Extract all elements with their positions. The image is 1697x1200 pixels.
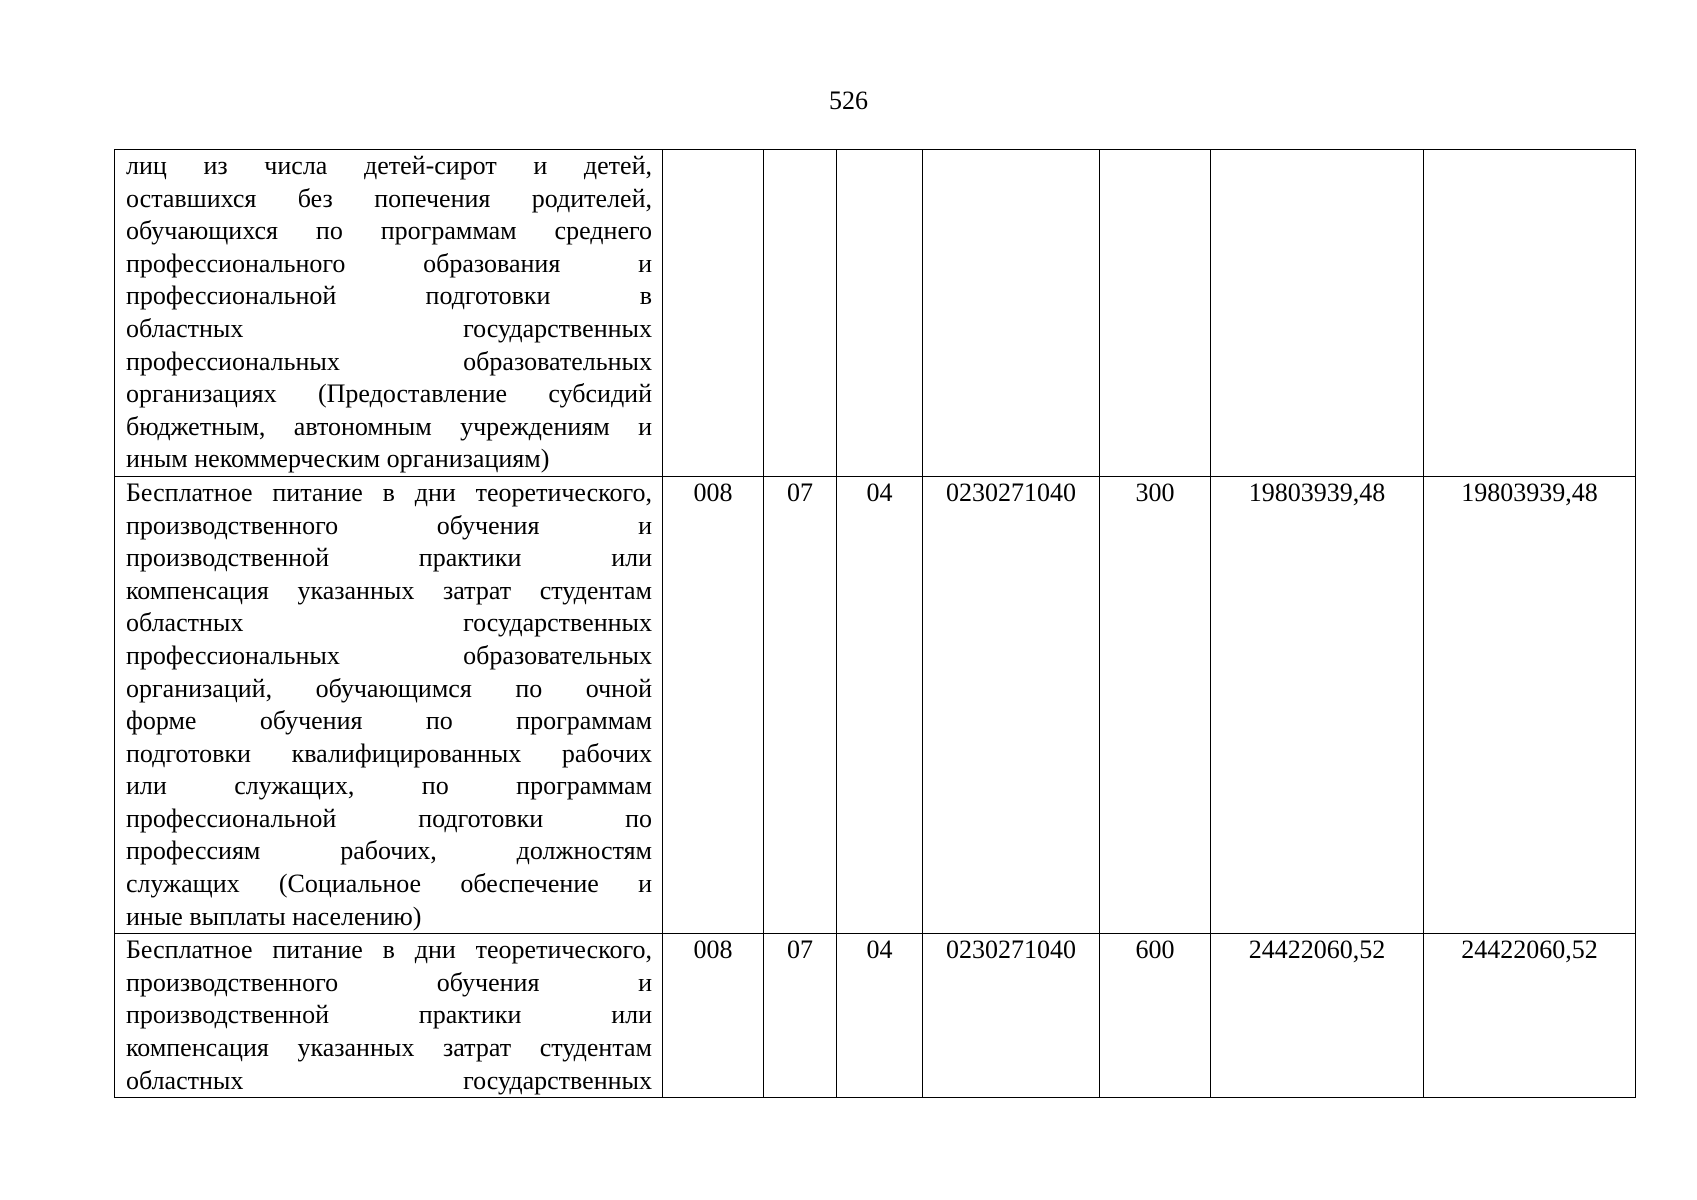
description-line: компенсация указанных затрат студентам xyxy=(126,1033,652,1063)
amount-cell xyxy=(1424,150,1636,477)
description-line: областных государственных xyxy=(126,1065,652,1095)
description-line: оставшихся без попечения родителей, xyxy=(126,183,652,213)
section-code-cell xyxy=(764,150,837,477)
description-line: профессиональной подготовки в xyxy=(126,281,652,311)
description-line: областных государственных xyxy=(126,608,652,638)
target-article-cell: 0230271040 xyxy=(923,476,1100,933)
description-line: производственного обучения и xyxy=(126,967,652,997)
amount-cell: 24422060,52 xyxy=(1211,934,1424,1098)
description-line: подготовки квалифицированных рабочих xyxy=(126,738,652,768)
amount-cell: 19803939,48 xyxy=(1424,476,1636,933)
description-cell xyxy=(115,150,663,477)
subsection-code-cell xyxy=(837,150,923,477)
amount-cell: 24422060,52 xyxy=(1424,934,1636,1098)
description-line: бюджетным, автономным учреждениям и xyxy=(126,411,652,441)
description-line: профессионального образования и xyxy=(126,248,652,278)
description-line: организациях (Предоставление субсидий xyxy=(126,379,652,409)
page-number: 526 xyxy=(829,86,868,115)
description-line: иным некоммерческим организациям) xyxy=(126,444,550,474)
subsection-code-cell: 04 xyxy=(837,934,923,1098)
expense-type-cell: 600 xyxy=(1100,934,1211,1098)
table-row xyxy=(115,934,1636,1098)
amount-cell xyxy=(1211,150,1424,477)
table-row xyxy=(115,476,1636,933)
description-line: организаций, обучающимся по очной xyxy=(126,673,652,703)
expense-type-cell: 300 xyxy=(1100,476,1211,933)
section-code-cell: 07 xyxy=(764,934,837,1098)
description-line: профессиональной подготовки по xyxy=(126,803,652,833)
description-line: профессиям рабочих, должностям xyxy=(126,836,652,866)
ministry-code-cell: 008 xyxy=(663,934,764,1098)
description-cell xyxy=(115,934,663,1098)
description-cell xyxy=(115,476,663,933)
description-line: Бесплатное питание в дни теоретического, xyxy=(126,935,652,965)
description-line: профессиональных образовательных xyxy=(126,640,652,670)
budget-table xyxy=(114,149,1636,1098)
description-line: областных государственных xyxy=(126,313,652,343)
description-line: служащих (Социальное обеспечение и xyxy=(126,869,652,899)
ministry-code-cell: 008 xyxy=(663,476,764,933)
description-line: компенсация указанных затрат студентам xyxy=(126,575,652,605)
amount-cell: 19803939,48 xyxy=(1211,476,1424,933)
description-line: производственного обучения и xyxy=(126,510,652,540)
target-article-cell xyxy=(923,150,1100,477)
description-line: форме обучения по программам xyxy=(126,706,652,736)
description-line: производственной практики или xyxy=(126,543,652,573)
description-line: обучающихся по программам среднего xyxy=(126,216,652,246)
description-line: профессиональных образовательных xyxy=(126,346,652,376)
expense-type-cell xyxy=(1100,150,1211,477)
description-line: производственной практики или xyxy=(126,1000,652,1030)
description-line: или служащих, по программам xyxy=(126,771,652,801)
section-code-cell: 07 xyxy=(764,476,837,933)
description-line: иные выплаты населению) xyxy=(126,901,422,931)
subsection-code-cell: 04 xyxy=(837,476,923,933)
target-article-cell: 0230271040 xyxy=(923,934,1100,1098)
table-row xyxy=(115,150,1636,477)
description-line: Бесплатное питание в дни теоретического, xyxy=(126,477,652,507)
description-line: лиц из числа детей-сирот и детей, xyxy=(126,151,652,180)
ministry-code-cell xyxy=(663,150,764,477)
table-body xyxy=(115,150,1636,1098)
